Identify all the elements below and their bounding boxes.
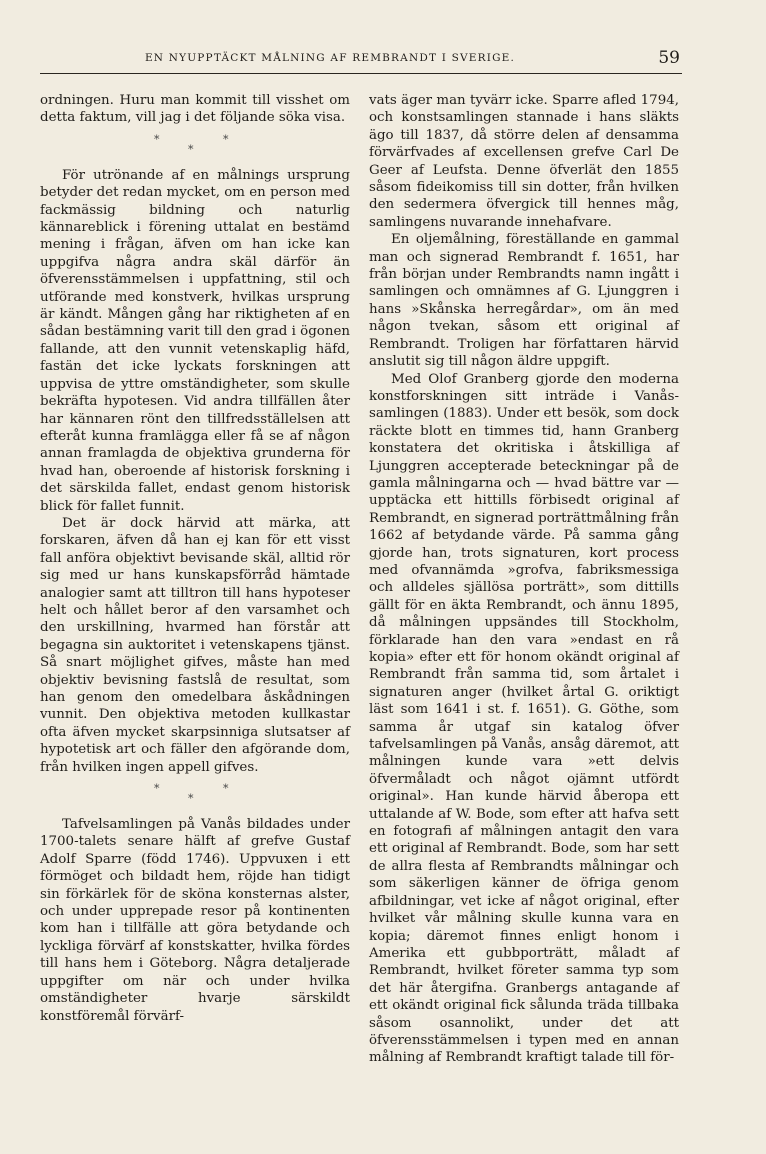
asterisk: * (188, 792, 194, 806)
paragraph: För utrönande af en målnings ursprung betyder det redan mycket, om en person med fackmässig bildning och naturlig kännareblick i förening uttalat en bestämd mening i frågan, äfven om han icke kan uppgifva några andra skäl därför än öfverensstämmelsen i uppfattning, stil och utförande med konstverk, hvilkas ursprung är kändt. Mången gång har riktigheten af en sådan bestämning varit till den grad i ögonen fallande, att den vunnit vetenskaplig häfd, fastän det icke lyckats forskningen att uppvisa de yttre omständigheter, som skulle bekräfta hypotesen. Vid andra tillfällen åter har kännaren rönt den tillfredsställelsen att efteråt kunna framlägga eller få se af någon annan framlagda de objektiva grunderna för hvad han, oberoende af historisk forskning i det särskilda fallet, endast genom historisk blick för fallet funnit. (40, 167, 351, 514)
asterisk: * (188, 142, 194, 156)
asterisk: * (223, 782, 229, 796)
asterisk: * (154, 132, 160, 146)
section-separator (40, 127, 350, 167)
asterisk: * (154, 782, 160, 796)
paragraph: Med Olof Granberg gjorde den moderna konstforskningen sitt inträde i Vanås-samlingen (1883). Under ett besök, som dock räckte blott en timmes tid, hann Granberg konstatera det okritiska i åtskilliga af Ljunggren accepterade beteckningar på de gamla målningarna och — hvad bättre var — upptäcka ett hittills förbisedt original af Rembrandt, en signerad porträttmålning från 1662 af betydande värde. På samma gång gjorde han, trots signaturen, kort process med ofvannämda »grofva, fabriksmessiga och alldeles själlösa porträtt», som dittills gällt för en äkta Rembrandt, och ännu 1895, då målningen uppsändes till Stockholm, förklarade han den vara »endast en rå kopia» efter ett för honom okändt original af Rembrandt från samma tid, som årtalet i signaturen anger (hvilket årtal G. oriktigt läst som 1641 i st. f. 1651). G. Göthe, som samma år utgaf sin katalog öfver tafvelsamlingen på Vanås, ansåg däremot, att målningen kunde vara »ett delvis öfvermåladt och något ojämnt utfördt original». Han kunde härvid åberopa ett uttalande af W. Bode, som efter att hafva sett en fotografi af målningen antagit den vara ett original af Rembrandt. Bode, som har sett de allra flesta af Rembrandts målningar och som säkerligen känner de öfriga genom afbildningar, vet icke af något original, efter hvilket vår målning skulle kunna vara en kopia; däremot finnes enligt honom i Amerika ett gubbporträtt, måladt af Rembrandt, hvilket företer samma typ som det här återgifna. Granbergs antagande af ett okändt original fick sålunda träda tillbaka såsom osannolikt, under det att öfverensstämmelsen i typen med en annan målning af Rembrandt kraftigt talade till för- (369, 371, 680, 1066)
paragraph: En oljemålning, föreställande en gammal man och signerad Rembrandt f. 1651, har från början under Rembrandts namn ingått i samlingen och omnämnes af G. Ljunggren i hans »Skånska herregårdar», om än med någon tvekan, såsom ett original af Rembrandt. Troligen har författaren härvid anslutit sig till någon äldre uppgift. (369, 232, 679, 370)
paragraph: ordningen. Huru man kommit till visshet om detta faktum, vill jag i det följande söka visa. (40, 93, 350, 126)
running-head (40, 48, 680, 72)
section-separator (40, 776, 350, 816)
page-number: 59 (658, 48, 680, 68)
header-rule (40, 73, 682, 74)
running-title: EN NYUPPTÄCKT MÅLNING AF REMBRANDT I SVERIGE. (144, 52, 516, 64)
asterisk: * (223, 132, 229, 146)
paragraph: Det är dock härvid att märka, att forskaren, äfven då han ej kan för ett visst fall anföra objektivt bevisande skäl, alltid rör sig med ur hans kunskapsförråd hämtade analogier samt att tilltron till hans hypoteser helt och hållet beror af den varsamhet och den urskillning, hvarmed han förstår att begagna sin auktoritet i vetenskapens tjänst. Så snart möjlighet gifves, måste han med objektiv bevisning fastslå de resultat, som han genom den omedelbara åskådningen vunnit. Den objektiva metoden kullkastar ofta äfven mycket skarpsinniga slutsatser af hypotetisk art och fäller den afgörande dom, från hvilken ingen appell gifves. (40, 515, 350, 775)
paragraph: vats äger man tyvärr icke. Sparre afled 1794, och konstsamlingen stannade i hans släkts ägo till 1837, då större delen af densamma förvärfvades af excellensen grefve Carl De Geer af Leufsta. Denne öfverlät den 1855 såsom fideikomiss till sin dotter, från hvilken den sedermera öfvergick till hennes måg, samlingens nuvarande innehafvare. (369, 93, 679, 230)
paragraph: Tafvelsamlingen på Vanås bildades under 1700-talets senare hälft af grefve Gustaf Adolf Sparre (född 1746). Uppvuxen i ett förmöget och bildadt hem, röjde han tidigt sin förkärlek för de sköna konsternas alster, och under upprepade resor på kontinenten kom han i tillfälle att göra betydande och lyckliga förvärf af konstskatter, hvilka fördes till hans hem i Göteborg. Några detaljerade uppgifter om när och under hvilka omständigheter hvarje särskildt konstföremål förvärf- (40, 817, 350, 1024)
left-column (40, 92, 350, 1025)
right-column (369, 92, 679, 1067)
